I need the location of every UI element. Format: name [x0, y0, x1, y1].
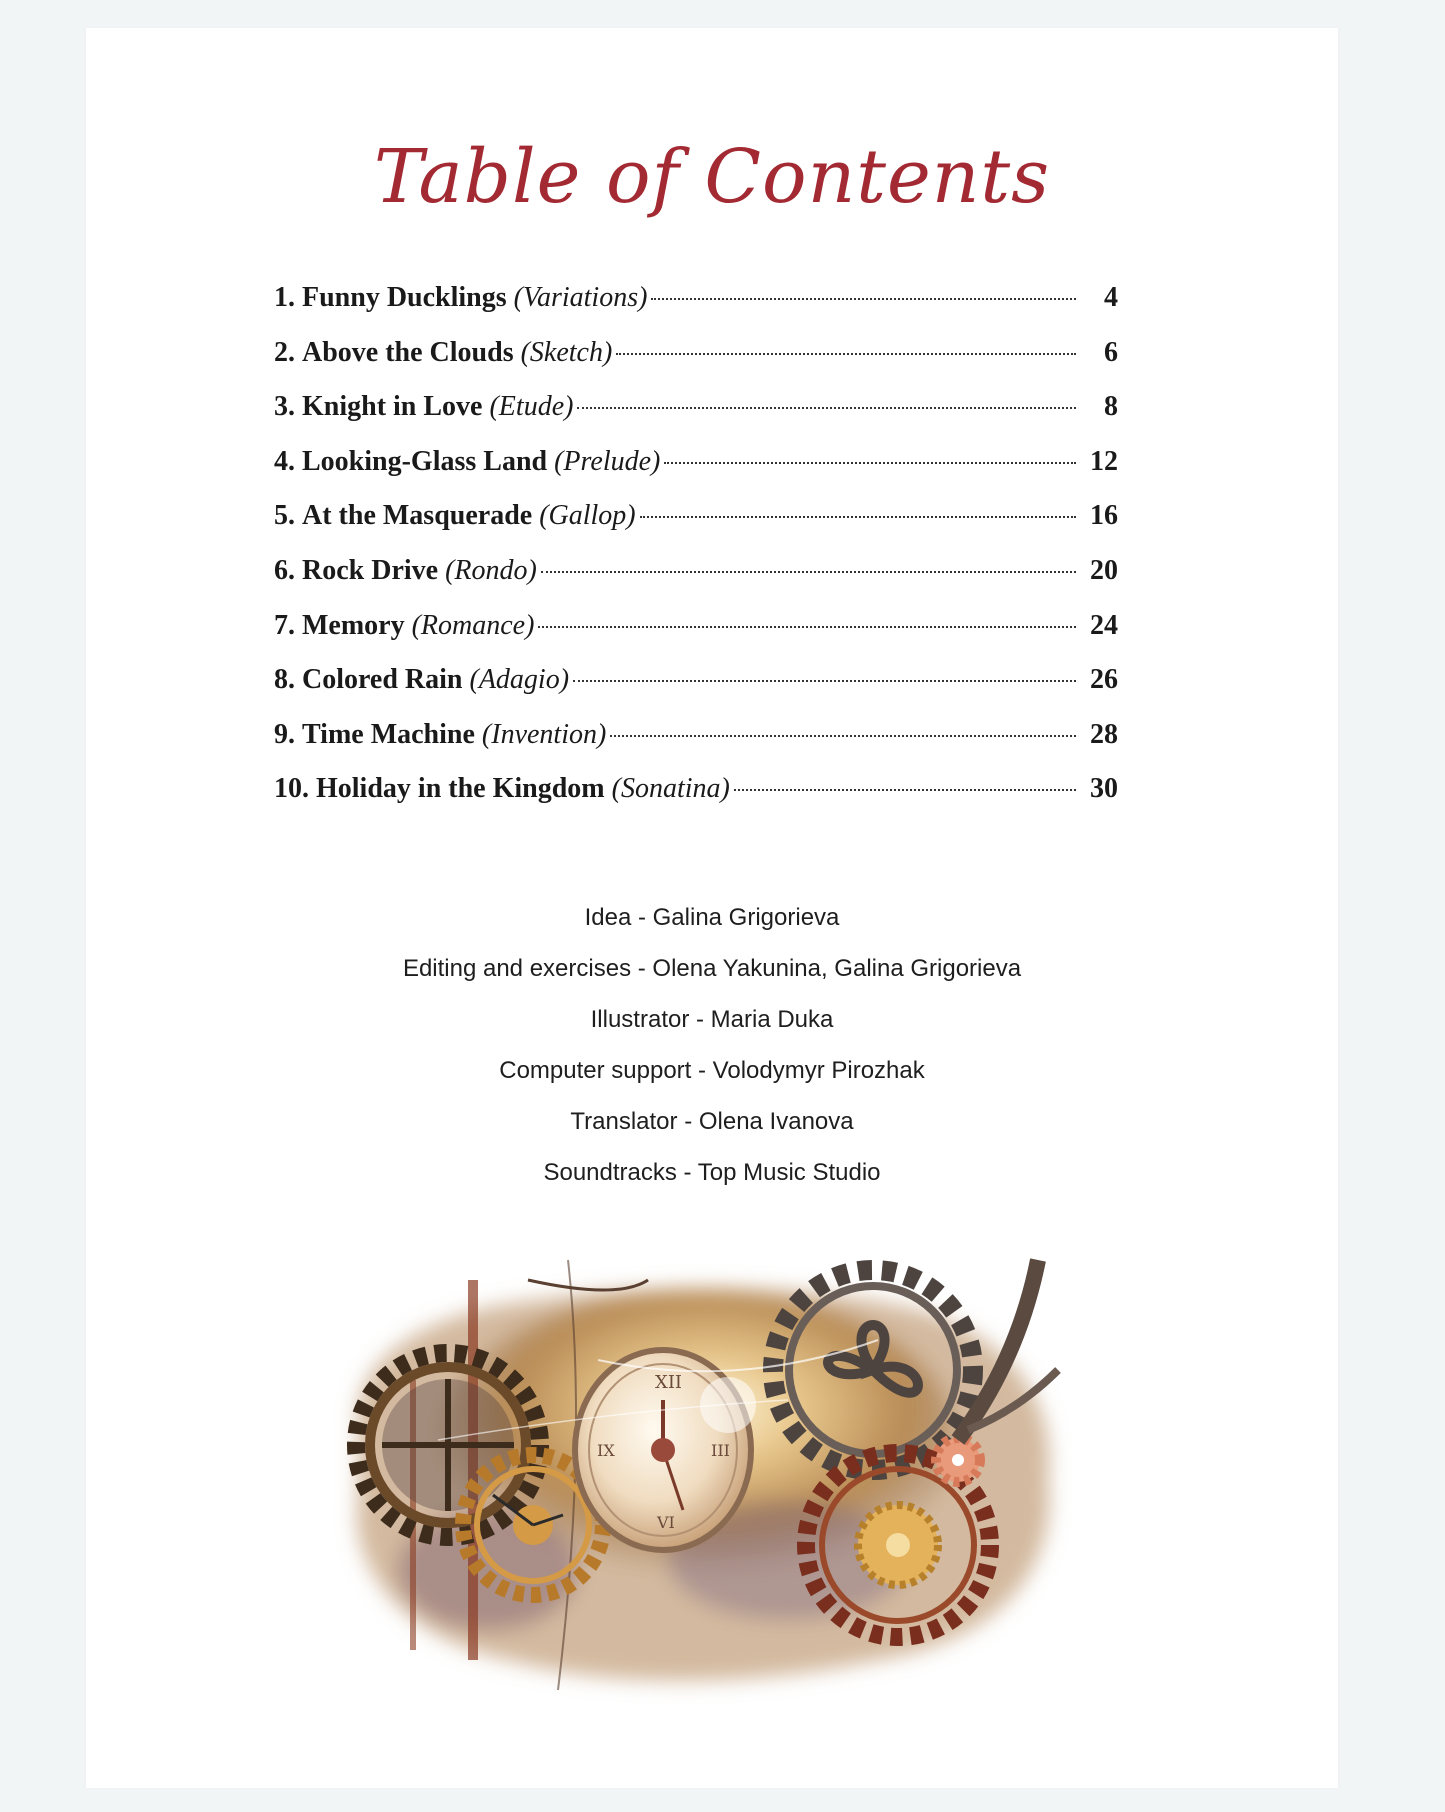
toc-entry-number: 3. — [274, 391, 295, 423]
clockwork-gears-illustration — [318, 1240, 1088, 1720]
toc-entry-title: Funny Ducklings — [302, 282, 507, 313]
credit-line: Soundtracks - Top Music Studio — [543, 1159, 881, 1186]
toc-entry-genre: (Rondo) — [445, 554, 537, 586]
svg-text:III: III — [711, 1441, 730, 1460]
toc-leader-dots — [541, 571, 1076, 573]
toc-entry-genre: (Variations) — [513, 282, 648, 313]
toc-entry-page: 20 — [1090, 554, 1118, 586]
toc-entry[interactable] — [274, 500, 1118, 555]
toc-entry-page: 30 — [1090, 773, 1118, 805]
toc-entry-number: 4. — [274, 445, 295, 477]
toc-leader-dots — [640, 516, 1076, 518]
toc-entry-genre: (Sketch) — [520, 336, 613, 368]
toc-entry-title: Holiday in the Kingdom — [316, 773, 605, 805]
toc-entry-page: 28 — [1090, 718, 1118, 750]
toc-entry-title: Colored Rain — [302, 664, 463, 696]
toc-entry-page: 8 — [1104, 391, 1118, 423]
toc-entry-number: 7. — [274, 609, 295, 641]
toc-entry-page: 12 — [1090, 445, 1118, 477]
toc-entry-number: 5. — [274, 500, 295, 532]
toc-entry-genre: (Prelude) — [554, 445, 661, 477]
toc-entry-page: 16 — [1090, 500, 1118, 532]
toc-entry-number: 6. — [274, 554, 295, 586]
toc-entry-page: 24 — [1090, 609, 1118, 641]
toc-entry-page: 26 — [1090, 664, 1118, 696]
toc-entry-genre: (Etude) — [489, 391, 574, 423]
toc-leader-dots — [734, 789, 1076, 791]
toc-entry-page: 4 — [1104, 282, 1118, 313]
toc-leader-dots — [651, 298, 1076, 300]
toc-entry[interactable] — [274, 337, 1118, 392]
toc-entry[interactable] — [274, 610, 1118, 665]
credit-line: Computer support - Volodymyr Pirozhak — [499, 1057, 925, 1084]
toc-entry-number: 1. — [274, 282, 295, 313]
table-of-contents — [274, 282, 1118, 828]
toc-entry[interactable] — [274, 555, 1118, 610]
toc-leader-dots — [610, 735, 1076, 737]
toc-entry-title: Above the Clouds — [302, 336, 514, 368]
toc-entry-genre: (Sonatina) — [611, 773, 730, 805]
toc-entry[interactable] — [274, 773, 1118, 828]
small-coral-gear — [936, 1438, 980, 1482]
toc-entry-number: 10. — [274, 773, 309, 805]
toc-leader-dots — [573, 680, 1076, 682]
svg-text:VI: VI — [657, 1513, 675, 1532]
toc-entry[interactable] — [274, 446, 1118, 501]
page-title: Table of Contents — [373, 134, 1051, 220]
toc-entry-genre: (Romance) — [411, 609, 535, 641]
toc-entry-title: Knight in Love — [302, 391, 483, 423]
toc-entry-page: 6 — [1104, 336, 1118, 368]
toc-entry-genre: (Invention) — [481, 718, 607, 750]
credit-line: Illustrator - Maria Duka — [590, 1006, 834, 1033]
toc-entry[interactable] — [274, 719, 1118, 774]
toc-entry-title: Time Machine — [302, 718, 475, 750]
document-page — [86, 28, 1338, 1788]
toc-leader-dots — [664, 462, 1076, 464]
toc-leader-dots — [616, 353, 1076, 355]
toc-entry-number: 9. — [274, 718, 295, 750]
toc-entry-genre: (Adagio) — [469, 664, 570, 696]
toc-entry-title: Rock Drive — [302, 554, 439, 586]
toc-entry[interactable] — [274, 664, 1118, 719]
toc-leader-dots — [577, 407, 1076, 409]
credit-line: Editing and exercises - Olena Yakunina, Galina Grigorieva — [402, 955, 1022, 982]
svg-text:IX: IX — [597, 1441, 615, 1460]
toc-entry-number: 2. — [274, 336, 295, 368]
toc-entry-title: At the Masquerade — [302, 500, 533, 532]
credits-block — [86, 892, 1338, 1198]
toc-entry-title: Memory — [302, 609, 405, 641]
toc-entry-genre: (Gallop) — [539, 500, 636, 532]
toc-entry-number: 8. — [274, 664, 295, 696]
credit-line: Idea - Galina Grigorieva — [584, 904, 840, 931]
toc-entry[interactable] — [274, 391, 1118, 446]
toc-entry-title: Looking-Glass Land — [302, 445, 548, 477]
credit-line: Translator - Olena Ivanova — [570, 1108, 854, 1135]
toc-entry[interactable] — [274, 282, 1118, 337]
svg-text:XII: XII — [655, 1372, 683, 1393]
toc-leader-dots — [538, 626, 1076, 628]
